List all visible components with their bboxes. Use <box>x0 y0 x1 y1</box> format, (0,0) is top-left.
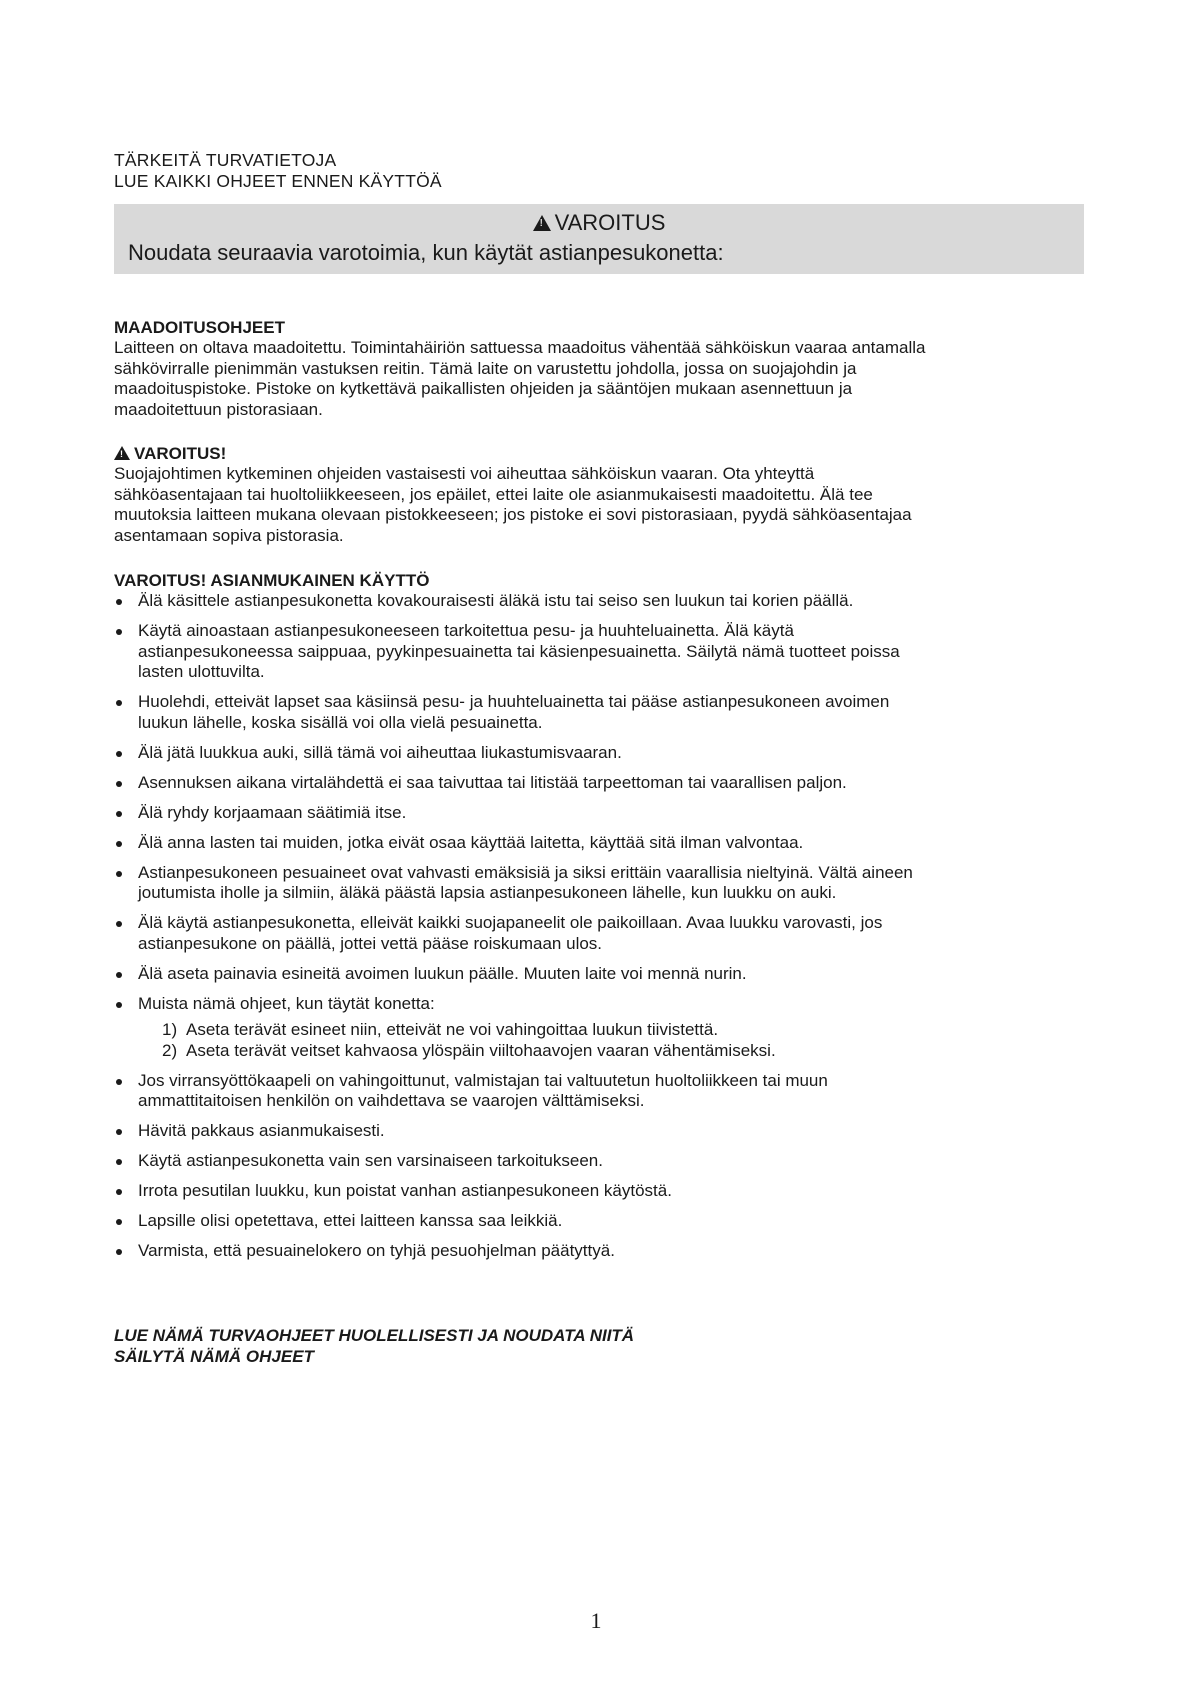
list-item <box>114 591 1084 612</box>
list-item-line: Älä ryhdy korjaamaan säätimiä itse. <box>138 802 407 822</box>
list-item-line: Käytä astianpesukonetta vain sen varsinaiseen tarkoitukseen. <box>138 1151 603 1170</box>
list-item <box>114 621 1084 683</box>
list-item <box>114 863 1084 904</box>
list-item-line: luukun lähelle, koska sisällä voi olla vielä pesuainetta. <box>138 712 543 732</box>
paragraph-line: sähköasentajaan tai huoltoliikkeeseen, jos epäilet, ettei laite ole asianmukaisesti maadoitettu. Älä tee <box>114 484 873 504</box>
page-number: 1 <box>590 1608 602 1633</box>
warning-paragraph <box>114 464 1084 546</box>
list-item <box>114 1211 1084 1232</box>
list-item-line: Älä aseta painavia esineitä avoimen luukun päälle. Muuten laite voi mennä nurin. <box>138 963 747 983</box>
list-item-line: lasten ulottuvilta. <box>138 662 265 681</box>
grounding-heading: MAADOITUSOHJEET <box>114 318 285 337</box>
list-item <box>114 803 1084 824</box>
bullet-icon <box>116 781 122 787</box>
list-item-line: Varmista, että pesuainelokero on tyhjä pesuohjelman päätyttyä. <box>138 1241 615 1260</box>
bullet-icon <box>116 700 122 706</box>
bullet-icon <box>116 1159 122 1165</box>
page-subtitle: LUE KAIKKI OHJEET ENNEN KÄYTTÖÄ <box>114 171 442 191</box>
warning-heading <box>114 443 1084 464</box>
paragraph-line: maadoituspistoke. Pistoke on kytkettävä paikallisten ohjeiden ja sääntöjen mukaan asennettuun ja <box>114 379 853 398</box>
list-item-line: Käytä ainoastaan astianpesukoneeseen tarkoitettua pesu- ja huuhteluainetta. Älä käytä <box>138 621 794 640</box>
warning-banner-title-text: VAROITUS <box>554 210 666 235</box>
sub-list <box>138 1020 1084 1061</box>
sub-list-text: Aseta terävät veitset kahvaosa ylöspäin viiltohaavojen vaaran vähentämiseksi. <box>186 1040 776 1060</box>
sub-list-item <box>138 1020 1084 1041</box>
list-item-line: Hävitä pakkaus asianmukaisesti. <box>138 1121 385 1140</box>
list-item <box>114 1121 1084 1142</box>
list-item-line: Älä jätä luukkua auki, sillä tämä voi aiheuttaa liukastumisvaaran. <box>138 742 622 762</box>
list-item <box>114 692 1084 733</box>
bullet-icon <box>116 1249 122 1255</box>
list-item-line: Astianpesukoneen pesuaineet ovat vahvasti emäksisiä ja siksi erittäin vaarallisia nieltyinä. Vältä aineen <box>138 862 913 882</box>
bullet-icon <box>116 811 122 817</box>
bullet-icon <box>116 871 122 877</box>
list-item-line: Älä käsittele astianpesukonetta kovakouraisesti äläkä istu tai seiso sen luukun tai korien päällä. <box>138 591 854 610</box>
list-item-line: Irrota pesutilan luukku, kun poistat vanhan astianpesukoneen käytöstä. <box>138 1181 672 1200</box>
sub-list-number: 1) <box>162 1020 178 1039</box>
proper-use-list <box>114 591 1084 1262</box>
proper-use-section <box>114 570 1084 1262</box>
warning-triangle-icon <box>533 215 551 231</box>
proper-use-heading: VAROITUS! ASIANMUKAINEN KÄYTTÖ <box>114 571 430 590</box>
list-item <box>114 833 1084 854</box>
paragraph-line: muutoksia laitteen mukana olevaan pistokkeeseen; jos pistoke ei sovi pistorasiaan, pyydä sähköasentajaa <box>114 505 912 524</box>
bullet-icon <box>116 629 122 635</box>
list-item <box>114 1181 1084 1202</box>
list-item-line: Älä käytä astianpesukonetta, elleivät kaikki suojapaneelit ole paikoillaan. Avaa luukku varovasti, jos <box>138 913 883 932</box>
list-item <box>114 1071 1084 1112</box>
closing-line: SÄILYTÄ NÄMÄ OHJEET <box>114 1346 314 1366</box>
list-item-line: joutumista iholle ja silmiin, äläkä päästä lapsia astianpesukoneen lähelle, kun luukku on auki. <box>138 883 837 902</box>
paragraph-line: sähkövirralle pienimmän vastuksen reitin. Tämä laite on varustettu johdolla, jossa on suojajohdin ja <box>114 358 857 378</box>
list-item <box>114 964 1084 985</box>
list-item-line: Älä anna lasten tai muiden, jotka eivät osaa käyttää laitetta, käyttää sitä ilman valvontaa. <box>138 832 804 852</box>
page-title: TÄRKEITÄ TURVATIETOJA <box>114 150 337 170</box>
paragraph-line: Suojajohtimen kytkeminen ohjeiden vastaisesti voi aiheuttaa sähköiskun vaaran. Ota yhteyttä <box>114 464 815 483</box>
bullet-icon <box>116 599 122 605</box>
list-item <box>114 913 1084 954</box>
warning-triangle-icon <box>114 446 130 460</box>
list-item <box>114 1151 1084 1172</box>
warning-banner <box>114 204 1084 274</box>
paragraph-line: maadoitettuun pistorasiaan. <box>114 399 323 419</box>
list-item-line: astianpesukoneessa saippuaa, pyykinpesuainetta tai käsienpesuainetta. Säilytä nämä tuotteet poissa <box>138 641 900 661</box>
list-item <box>114 773 1084 794</box>
bullet-icon <box>116 1189 122 1195</box>
list-item-line: Asennuksen aikana virtalähdettä ei saa taivuttaa tai litistää tarpeettoman tai vaarallisen paljon. <box>138 772 847 792</box>
bullet-icon <box>116 1002 122 1008</box>
list-item <box>114 743 1084 764</box>
grounding-section <box>114 317 1084 420</box>
warning-banner-subtitle: Noudata seuraavia varotoimia, kun käytät astianpesukonetta: <box>128 240 724 265</box>
paragraph-line: asentamaan sopiva pistorasia. <box>114 525 344 545</box>
list-item-line: Huolehdi, etteivät lapset saa käsiinsä pesu- ja huuhteluainetta tai pääse astianpesukoneen avoimen <box>138 692 890 711</box>
warning-banner-title <box>114 210 1084 236</box>
warning-heading-text: VAROITUS! <box>134 444 227 463</box>
closing-line: LUE NÄMÄ TURVAOHJEET HUOLELLISESTI JA NOUDATA NIITÄ <box>114 1326 635 1345</box>
bullet-icon <box>116 1219 122 1225</box>
bullet-icon <box>116 751 122 757</box>
bullet-icon <box>116 972 122 978</box>
warning-section <box>114 443 1084 546</box>
list-item <box>114 1241 1084 1262</box>
sub-list-number: 2) <box>162 1040 178 1060</box>
list-item-line: astianpesukone on päällä, jottei vettä pääse roiskumaan ulos. <box>138 933 603 953</box>
closing-instructions <box>114 1326 634 1367</box>
list-item <box>114 994 1084 1062</box>
bullet-icon <box>116 1079 122 1085</box>
bullet-icon <box>116 921 122 927</box>
list-item-line: ammattitaitoisen henkilön on vaihdettava se vaarojen välttämiseksi. <box>138 1091 645 1110</box>
sub-list-text: Aseta terävät esineet niin, etteivät ne voi vahingoittaa luukun tiivistettä. <box>186 1020 719 1039</box>
grounding-paragraph <box>114 338 1084 420</box>
page-content <box>114 150 1084 1271</box>
list-item-line: Lapsille olisi opetettava, ettei laitteen kanssa saa leikkiä. <box>138 1211 563 1230</box>
list-item-line: Jos virransyöttökaapeli on vahingoittunut, valmistajan tai valtuutetun huoltoliikkeen tai muun <box>138 1070 828 1090</box>
bullet-icon <box>116 841 122 847</box>
list-item-line: Muista nämä ohjeet, kun täytät konetta: <box>138 993 435 1013</box>
paragraph-line: Laitteen on oltava maadoitettu. Toimintahäiriön sattuessa maadoitus vähentää sähköiskun vaaraa antamalla <box>114 338 926 357</box>
sub-list-item <box>138 1041 1084 1062</box>
bullet-icon <box>116 1129 122 1135</box>
